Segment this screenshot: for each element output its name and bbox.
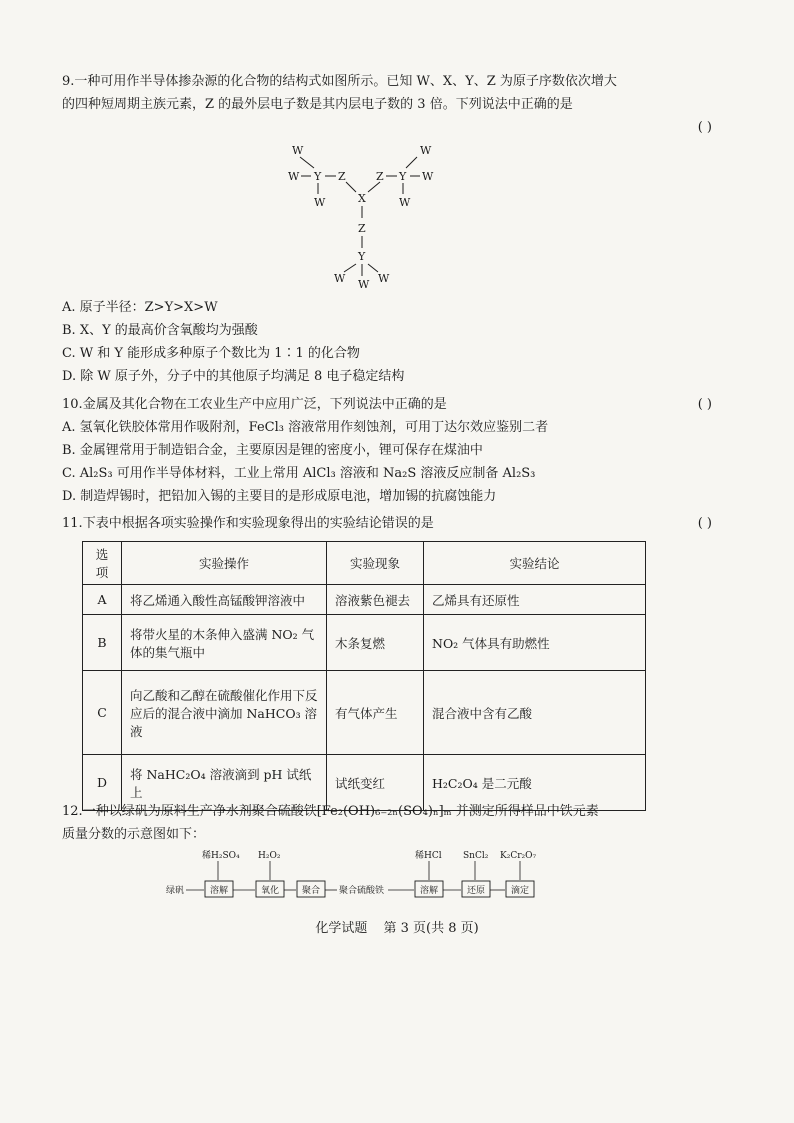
- flow-step: 滴定: [511, 886, 530, 896]
- header-conclusion: 实验结论: [424, 542, 646, 585]
- atom-w: W: [334, 272, 346, 285]
- flow-middle: 聚合硫酸铁: [339, 886, 385, 896]
- table-row: [83, 585, 646, 615]
- atom-z: Z: [358, 222, 366, 235]
- atom-w: W: [358, 278, 370, 291]
- atom-y: Y: [314, 170, 322, 183]
- cell-option: A: [83, 585, 122, 615]
- footer-subject: 化学试题: [315, 921, 368, 936]
- reagent-label: 稀H₂SO₄: [202, 851, 240, 861]
- flow-step: 聚合: [302, 886, 321, 896]
- q10-option-d: D. 制造焊锡时，把铅加入锡的主要目的是形成原电池，增加锡的抗腐蚀能力: [62, 489, 497, 504]
- cell-option: C: [83, 671, 122, 755]
- q9-stem-line2: 的四种短周期主族元素，Z 的最外层电子数是其内层电子数的 3 倍。下列说法中正确的是: [62, 97, 573, 112]
- q9-stem-line1: 9.一种可用作半导体掺杂源的化合物的结构式如图所示。已知 W、X、Y、Z 为原子序数依次增大: [62, 74, 617, 89]
- q12-flow-diagram: [162, 848, 562, 904]
- table-header-row: [83, 542, 646, 585]
- bond: [368, 264, 378, 272]
- q9-option-c: C. W 和 Y 能形成多种原子个数比为 1∶1 的化合物: [62, 346, 360, 361]
- reagent-label: K₂Cr₂O₇: [500, 851, 537, 861]
- cell-phenomenon: 溶液紫色褪去: [327, 585, 424, 615]
- q12-stem-line2: 质量分数的示意图如下：: [62, 827, 206, 842]
- atom-z: Z: [338, 170, 346, 183]
- flow-step: 还原: [467, 886, 486, 896]
- atom-w: W: [422, 170, 434, 183]
- q10-option-c: C. Al₂S₃ 可用作半导体材料，工业上常用 AlCl₃ 溶液和 Na₂S 溶液反应制备 Al₂S₃: [62, 466, 536, 481]
- question-9: [62, 70, 712, 139]
- atom-w: W: [314, 196, 326, 209]
- atom-w: W: [420, 144, 432, 157]
- q11-experiment-table: [82, 541, 646, 811]
- q10-answer-paren: ( ): [697, 397, 712, 412]
- atom-y: Y: [399, 170, 407, 183]
- q11-stem: 11.下表中根据各项实验操作和实验现象得出的实验结论错误的是: [62, 516, 434, 531]
- atom-w: W: [288, 170, 300, 183]
- cell-operation: 将乙烯通入酸性高锰酸钾溶液中: [122, 585, 327, 615]
- flow-step: 氧化: [261, 886, 280, 896]
- header-phenomenon: 实验现象: [327, 542, 424, 585]
- q12-stem-line1: 12.一种以绿矾为原料生产净水剂聚合硫酸铁[Fe₂(OH)₆₋₂ₙ(SO₄)ₙ]ₘ 并测定所得样品中铁元素: [62, 804, 599, 819]
- q10-stem: 10.金属及其化合物在工农业生产中应用广泛，下列说法中正确的是: [62, 397, 447, 412]
- cell-conclusion: 混合液中含有乙酸: [424, 671, 646, 755]
- atom-w: W: [378, 272, 390, 285]
- footer-page-number: 第 3 页(共 8 页): [383, 921, 479, 936]
- reagent-label: SnCl₂: [463, 851, 489, 861]
- cell-conclusion: H₂C₂O₄ 是二元酸: [424, 755, 646, 811]
- cell-conclusion: NO₂ 气体具有助燃性: [424, 615, 646, 671]
- q9-option-a: A. 原子半径：Z>Y>X>W: [62, 300, 218, 315]
- header-option: 选项: [83, 542, 122, 585]
- atom-x: X: [358, 192, 366, 205]
- cell-option: D: [83, 755, 122, 811]
- atom-w: W: [292, 144, 304, 157]
- cell-conclusion: 乙烯具有还原性: [424, 585, 646, 615]
- table-row: [83, 671, 646, 755]
- q9-option-d: D. 除 W 原子外，分子中的其他原子均满足 8 电子稳定结构: [62, 369, 405, 384]
- q9-structure-diagram: [270, 140, 470, 300]
- q9-option-b: B. X、Y 的最高价含氧酸均为强酸: [62, 323, 258, 338]
- atom-w: W: [399, 196, 411, 209]
- flow-start: 绿矾: [166, 886, 185, 896]
- reagent-label: 稀HCl: [415, 851, 442, 861]
- q9-options: [62, 296, 712, 388]
- header-operation: 实验操作: [122, 542, 327, 585]
- q9-answer-paren: ( ): [697, 120, 712, 135]
- page-footer: [0, 917, 794, 936]
- q10-option-a: A. 氢氧化铁胶体常用作吸附剂，FeCl₃ 溶液常用作刻蚀剂，可用丁达尔效应鉴别二者: [62, 420, 549, 435]
- table-row: [83, 615, 646, 671]
- cell-operation: 将带火星的木条伸入盛满 NO₂ 气体的集气瓶中: [122, 615, 327, 671]
- question-10: [62, 393, 712, 508]
- cell-phenomenon: 有气体产生: [327, 671, 424, 755]
- question-11: [62, 512, 712, 535]
- cell-operation: 向乙酸和乙醇在硫酸催化作用下反应后的混合液中滴加 NaHCO₃ 溶液: [122, 671, 327, 755]
- cell-option: B: [83, 615, 122, 671]
- flow-step: 溶解: [420, 886, 439, 896]
- bond: [300, 157, 314, 168]
- atom-z: Z: [376, 170, 384, 183]
- atom-y: Y: [358, 250, 366, 263]
- question-12: [62, 800, 712, 846]
- reagent-label: H₂O₂: [258, 851, 281, 861]
- cell-operation: 将 NaHC₂O₄ 溶液滴到 pH 试纸上: [122, 755, 327, 811]
- q10-option-b: B. 金属锂常用于制造铝合金，主要原因是锂的密度小，锂可保存在煤油中: [62, 443, 483, 458]
- flow-step: 溶解: [210, 886, 229, 896]
- q11-answer-paren: ( ): [697, 516, 712, 531]
- cell-phenomenon: 试纸变红: [327, 755, 424, 811]
- bond: [344, 264, 356, 272]
- bond: [368, 182, 380, 192]
- bond: [346, 182, 356, 192]
- cell-phenomenon: 木条复燃: [327, 615, 424, 671]
- bond: [406, 157, 417, 168]
